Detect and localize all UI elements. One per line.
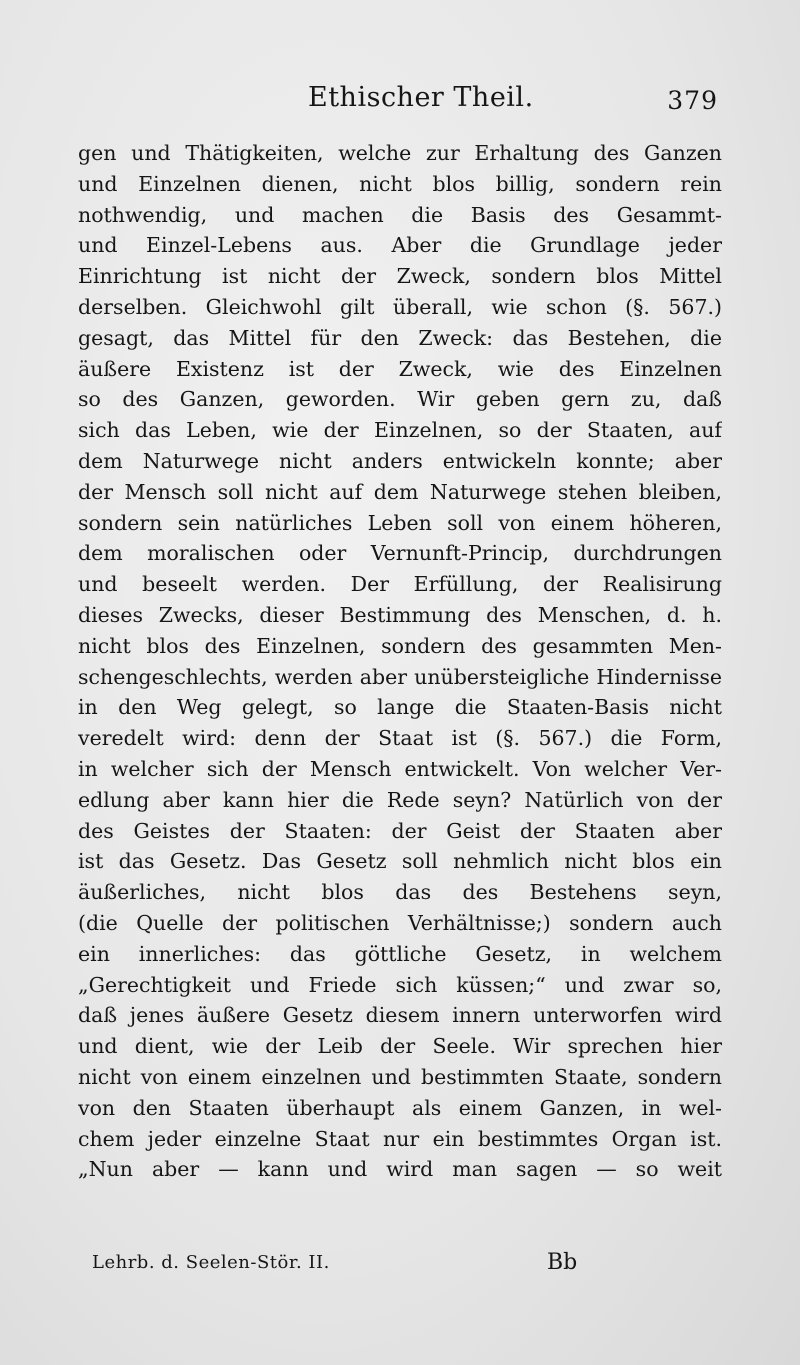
- text-line: daß jenes äußere Gesetz diesem innern unterworfen wird: [78, 1003, 722, 1028]
- text-line: und dient, wie der Leib der Seele. Wir sprechen hier: [78, 1034, 722, 1059]
- text-line: dem Naturwege nicht anders entwickeln konnte; aber: [78, 448, 722, 473]
- text-line: nicht von einem einzelnen und bestimmten Staate, sondern: [78, 1064, 722, 1089]
- text-line: sich das Leben, wie der Einzelnen, so der Staaten, auf: [78, 418, 722, 443]
- text-line: nothwendig, und machen die Basis des Gesammt-: [78, 202, 722, 227]
- text-line: gesagt, das Mittel für den Zweck: das Bestehen, die: [78, 325, 722, 350]
- text-line: von den Staaten überhaupt als einem Ganzen, in wel-: [78, 1095, 722, 1120]
- page-header: [78, 82, 718, 122]
- text-line: „Gerechtigkeit und Friede sich küssen;“ und zwar so,: [78, 972, 722, 997]
- text-line: chem jeder einzelne Staat nur ein bestimmtes Organ ist.: [78, 1126, 722, 1151]
- text-line: ist das Gesetz. Das Gesetz soll nehmlich nicht blos ein: [78, 849, 722, 874]
- text-line: veredelt wird: denn der Staat ist (§. 567.) die Form,: [78, 726, 722, 751]
- text-line: in welcher sich der Mensch entwickelt. Von welcher Ver-: [78, 756, 722, 781]
- text-line: in den Weg gelegt, so lange die Staaten-Basis nicht: [78, 695, 722, 720]
- text-line: ein innerliches: das göttliche Gesetz, in welchem: [78, 941, 722, 966]
- text-line: dem moralischen oder Vernunft-Princip, durchdrungen: [78, 541, 722, 566]
- text-line: äußerliches, nicht blos das des Bestehens seyn,: [78, 880, 722, 905]
- body-text: [78, 138, 722, 1185]
- page-footer: [92, 1252, 632, 1282]
- text-line: dieses Zwecks, dieser Bestimmung des Menschen, d. h.: [78, 602, 722, 627]
- text-line: und beseelt werden. Der Erfüllung, der Realisirung: [78, 572, 722, 597]
- text-line: Einrichtung ist nicht der Zweck, sondern blos Mittel: [78, 264, 722, 289]
- text-line: schengeschlechts, werden aber unübersteigliche Hindernisse: [78, 664, 722, 689]
- page-number: 379: [667, 86, 718, 115]
- footer-title: Lehrb. d. Seelen-Stör. II.: [92, 1252, 330, 1273]
- text-line: und Einzel-Lebens aus. Aber die Grundlage jeder: [78, 233, 722, 258]
- text-line: äußere Existenz ist der Zweck, wie des Einzelnen: [78, 356, 722, 381]
- text-line: derselben. Gleichwohl gilt überall, wie schon (§. 567.): [78, 294, 722, 319]
- text-line: des Geistes der Staaten: der Geist der Staaten aber: [78, 818, 722, 843]
- text-line: (die Quelle der politischen Verhältnisse;) sondern auch: [78, 910, 722, 935]
- text-line: so des Ganzen, geworden. Wir geben gern zu, daß: [78, 387, 722, 412]
- text-line: nicht blos des Einzelnen, sondern des gesammten Men-: [78, 633, 722, 658]
- text-line: der Mensch soll nicht auf dem Naturwege stehen bleiben,: [78, 479, 722, 504]
- signature-mark: Bb: [547, 1250, 578, 1275]
- text-line: gen und Thätigkeiten, welche zur Erhaltung des Ganzen: [78, 141, 722, 165]
- text-line: „Nun aber — kann und wird man sagen — so weit: [78, 1157, 722, 1182]
- text-line: edlung aber kann hier die Rede seyn? Natürlich von der: [78, 787, 722, 812]
- text-line: und Einzelnen dienen, nicht blos billig, sondern rein: [78, 171, 722, 196]
- text-line: sondern sein natürliches Leben soll von einem höheren,: [78, 510, 722, 535]
- running-head: Ethischer Theil.: [308, 82, 534, 113]
